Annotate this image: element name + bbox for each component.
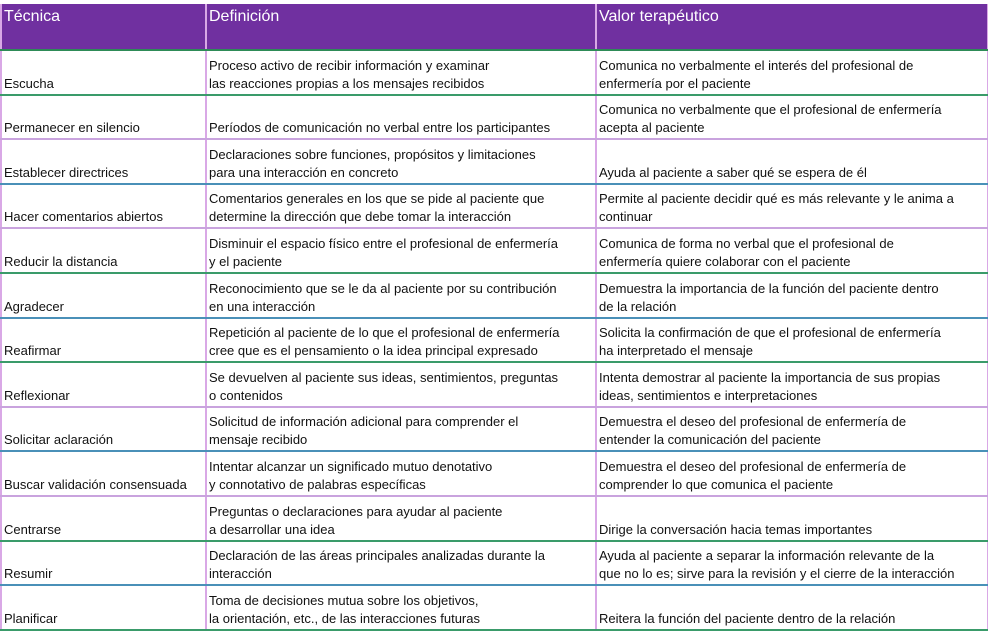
cell-definicion [206,95,596,140]
definicion-line: en una interacción [209,298,316,314]
cell-tecnica: Centrarse [1,496,206,541]
valor-line: ha interpretado el mensaje [599,343,753,359]
definicion-line: Reconocimiento que se le da al paciente por su contribución [209,280,557,296]
definicion-line: Declaración de las áreas principales analizadas durante la [209,548,546,564]
valor-line: enfermería quiere colaborar con el paciente [599,253,851,269]
table-row [1,541,988,586]
cell-definicion [206,139,596,184]
table-row [1,95,988,140]
valor-line: enfermería por el paciente [599,75,751,91]
table-row [1,273,988,318]
table-row [1,496,988,541]
valor-line: ideas, sentimientos e interpretaciones [599,387,818,403]
definicion-line: Se devuelven al paciente sus ideas, sentimientos, preguntas [209,369,559,385]
valor-line: Reitera la función del paciente dentro de la relación [599,610,896,626]
definicion-line: o contenidos [209,387,283,403]
definicion-line: Declaraciones sobre funciones, propósitos y limitaciones [209,146,536,162]
cell-definicion [206,184,596,229]
cell-definicion [206,541,596,586]
cell-valor-terapeutico [596,184,988,229]
definicion-line: las reacciones propias a los mensajes recibidos [209,75,485,91]
cell-tecnica: Permanecer en silencio [1,95,206,140]
cell-tecnica: Buscar validación consensuada [1,451,206,496]
valor-line: Comunica no verbalmente el interés del profesional de [599,57,914,73]
definicion-line: interacción [209,566,272,582]
cell-valor-terapeutico [596,273,988,318]
definicion-line: Proceso activo de recibir información y examinar [209,57,490,73]
cell-definicion [206,451,596,496]
definicion-line: Repetición al paciente de lo que el profesional de enfermería [209,325,560,341]
definicion-line: Toma de decisiones mutua sobre los objetivos, [209,592,479,608]
definicion-line: Intentar alcanzar un significado mutuo denotativo [209,458,493,474]
cell-valor-terapeutico [596,318,988,363]
valor-line: Demuestra la importancia de la función del paciente dentro [599,280,939,296]
cell-valor-terapeutico [596,451,988,496]
valor-line: continuar [599,209,653,225]
definicion-line: y el paciente [209,253,282,269]
definicion-line: Preguntas o declaraciones para ayudar al paciente [209,503,503,519]
table-row [1,50,988,95]
valor-line: Comunica no verbalmente que el profesional de enfermería [599,102,942,118]
cell-tecnica: Reflexionar [1,362,206,407]
cell-tecnica: Establecer directrices [1,139,206,184]
definicion-line: a desarrollar una idea [209,521,335,537]
definicion-line: Períodos de comunicación no verbal entre los participantes [209,120,551,136]
cell-tecnica: Reducir la distancia [1,228,206,273]
table-header-row [1,4,988,50]
valor-line: Dirige la conversación hacia temas importantes [599,521,873,537]
table-row [1,585,988,630]
techniques-table [0,4,988,631]
definicion-line: mensaje recibido [209,432,308,448]
cell-valor-terapeutico [596,95,988,140]
cell-tecnica: Hacer comentarios abiertos [1,184,206,229]
valor-line: que no lo es; sirve para la revisión y el cierre de la interacción [599,566,955,582]
valor-line: Demuestra el deseo del profesional de enfermería de [599,414,907,430]
valor-line: Intenta demostrar al paciente la importancia de sus propias [599,369,941,385]
definicion-line: para una interacción en concreto [209,164,399,180]
cell-definicion [206,496,596,541]
valor-line: Comunica de forma no verbal que el profesional de [599,235,894,251]
valor-line: Ayuda al paciente a saber qué se espera de él [599,164,867,180]
cell-definicion [206,273,596,318]
valor-line: Demuestra el deseo del profesional de enfermería de [599,458,907,474]
table-row [1,228,988,273]
cell-definicion [206,362,596,407]
cell-tecnica: Resumir [1,541,206,586]
header-definicion: Definición [206,4,596,50]
definicion-line: Comentarios generales en los que se pide al paciente que [209,191,545,207]
cell-valor-terapeutico [596,585,988,630]
valor-line: Ayuda al paciente a separar la información relevante de la [599,548,935,564]
definicion-line: determine la dirección que debe tomar la interacción [209,209,512,225]
definicion-line: cree que es el pensamiento o la idea principal expresado [209,343,538,359]
table-row [1,362,988,407]
definicion-line: y connotativo de palabras específicas [209,476,426,492]
cell-tecnica: Escucha [1,50,206,95]
cell-tecnica: Reafirmar [1,318,206,363]
definicion-line: Solicitud de información adicional para comprender el [209,414,519,430]
cell-valor-terapeutico [596,541,988,586]
definicion-line: Disminuir el espacio físico entre el profesional de enfermería [209,235,559,251]
cell-definicion [206,50,596,95]
table-row [1,407,988,452]
cell-valor-terapeutico [596,496,988,541]
valor-line: entender la comunicación del paciente [599,432,821,448]
cell-tecnica: Planificar [1,585,206,630]
valor-line: Permite al paciente decidir qué es más relevante y le anima a [599,191,954,207]
cell-valor-terapeutico [596,407,988,452]
cell-tecnica: Agradecer [1,273,206,318]
table-row [1,318,988,363]
valor-line: comprender lo que comunica el paciente [599,476,834,492]
cell-tecnica: Solicitar aclaración [1,407,206,452]
valor-line: de la relación [599,298,677,314]
table-row [1,139,988,184]
cell-definicion [206,318,596,363]
cell-valor-terapeutico [596,50,988,95]
cell-valor-terapeutico [596,139,988,184]
cell-definicion [206,228,596,273]
header-valor-terapeutico: Valor terapéutico [596,4,988,50]
cell-valor-terapeutico [596,228,988,273]
valor-line: Solicita la confirmación de que el profesional de enfermería [599,325,941,341]
header-tecnica: Técnica [1,4,206,50]
valor-line: acepta al paciente [599,120,705,136]
cell-valor-terapeutico [596,362,988,407]
definicion-line: la orientación, etc., de las interacciones futuras [209,610,480,626]
table-row [1,451,988,496]
table-body [1,50,988,630]
cell-definicion [206,585,596,630]
table-row [1,184,988,229]
cell-definicion [206,407,596,452]
